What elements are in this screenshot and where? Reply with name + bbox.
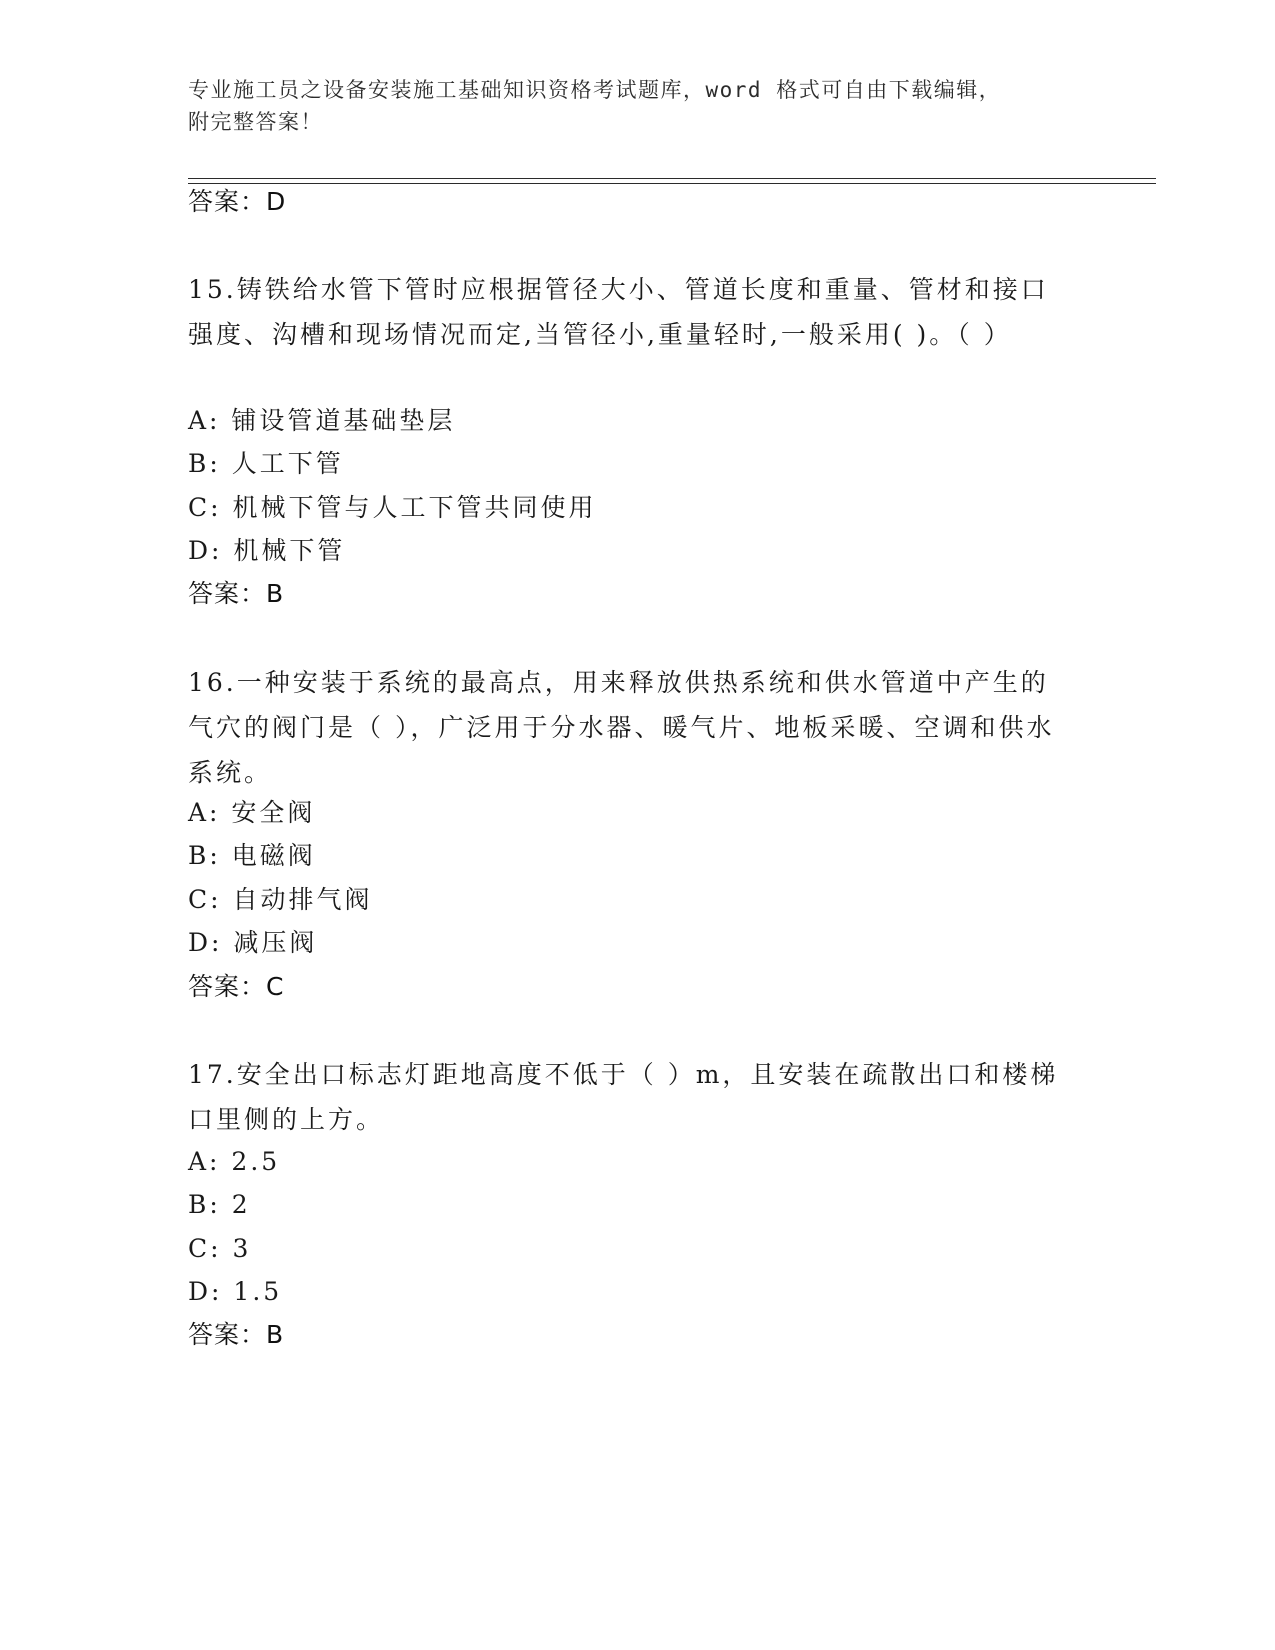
- question-16-text: 16.一种安装于系统的最高点，用来释放供热系统和供水管道中产生的气穴的阀门是（ ），广泛用于分水器、暖气片、地板采暖、空调和供水系统。: [188, 668, 1055, 787]
- answer-q16: 答案：C: [188, 972, 285, 1001]
- answer-q15: 答案：B: [188, 579, 285, 608]
- question-15-text: 15.铸铁给水管下管时应根据管径大小、管道长度和重量、管材和接口强度、沟槽和现场情况而定,当管径小,重量轻时,一般采用( )。（ ）: [188, 275, 1049, 349]
- question-15-option-a: A: 铺设管道基础垫层: [188, 406, 456, 435]
- question-17-option-c: C: 3: [188, 1234, 252, 1263]
- question-15-option-d: D: 机械下管: [188, 536, 346, 565]
- question-17-option-a: A: 2.5: [188, 1147, 281, 1176]
- question-16-option-d: D: 减压阀: [188, 928, 318, 957]
- question-16-option-c: C: 自动排气阀: [188, 885, 373, 914]
- header-divider-bottom: [188, 183, 1156, 184]
- header-divider-top: [188, 178, 1156, 179]
- question-15-option-b: B: 人工下管: [188, 449, 344, 478]
- question-17-text: 17.安全出口标志灯距地高度不低于（ ）m，且安装在疏散出口和楼梯口里侧的上方。: [188, 1060, 1059, 1134]
- question-16-option-a: A: 安全阀: [188, 798, 316, 827]
- page-header: 专业施工员之设备安装施工基础知识资格考试题库，word 格式可自由下载编辑， 附完整答案！: [188, 78, 1002, 134]
- answer-q14: 答案：D: [188, 187, 287, 216]
- question-17-option-b: B: 2: [188, 1190, 251, 1219]
- answer-q17: 答案：B: [188, 1320, 285, 1349]
- question-17-option-d: D: 1.5: [188, 1277, 283, 1306]
- question-16-option-b: B: 电磁阀: [188, 841, 316, 870]
- question-15-option-c: C: 机械下管与人工下管共同使用: [188, 493, 597, 522]
